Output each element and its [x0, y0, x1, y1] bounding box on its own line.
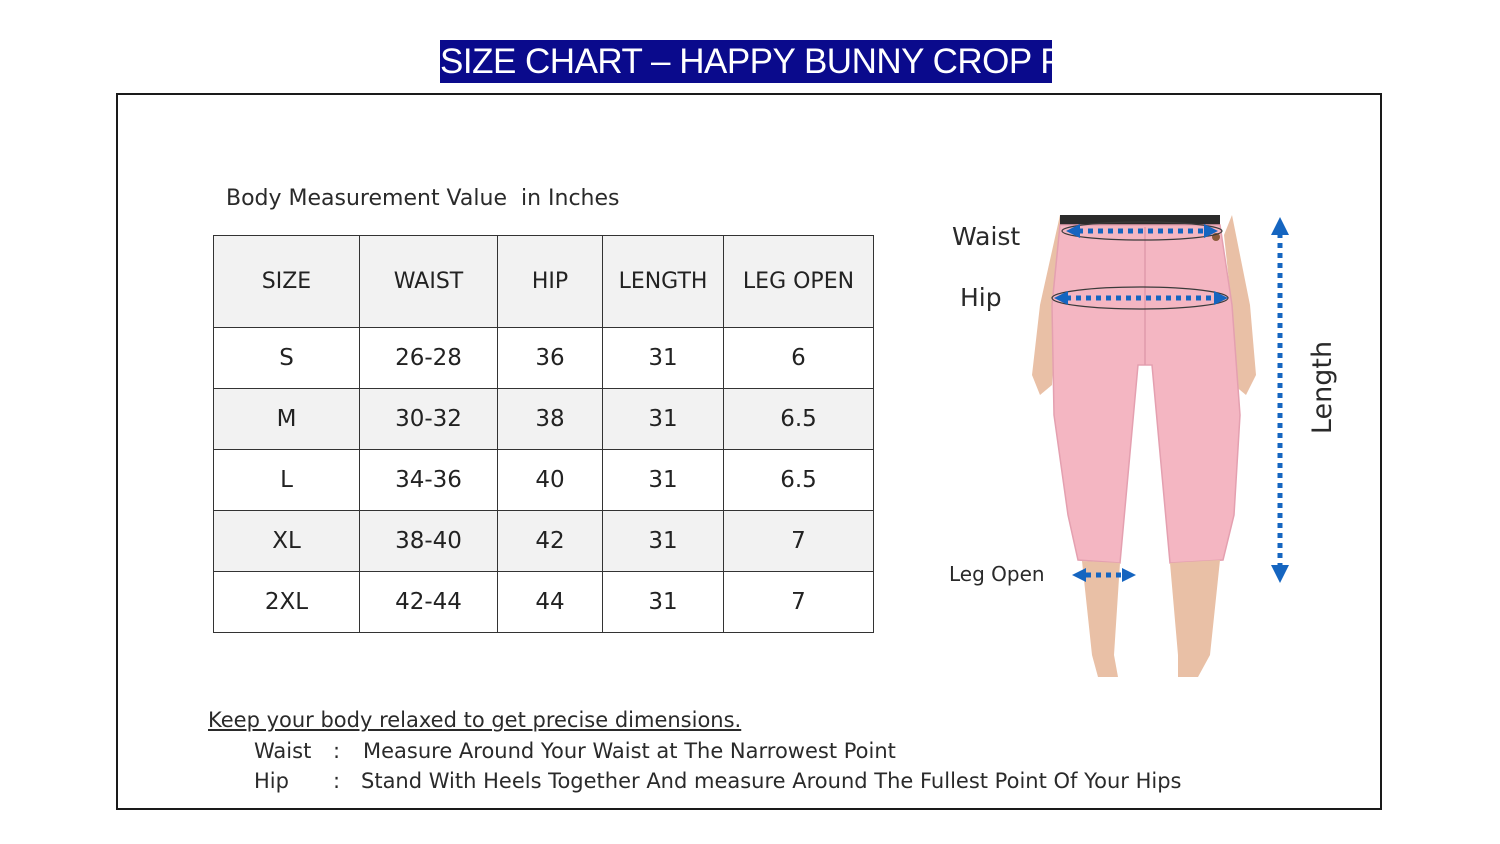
note-hip-label: Hip [254, 769, 289, 793]
header-leg-open: LEG OPEN [724, 236, 874, 328]
table-row [214, 511, 874, 572]
length-arrow [1266, 213, 1296, 588]
cell-length: 31 [603, 328, 724, 389]
cell-leg-open: 7 [724, 572, 874, 633]
cell-size: 2XL [214, 572, 360, 633]
left-leg-shape [1082, 561, 1120, 677]
note-waist-label: Waist [254, 739, 312, 763]
cell-hip: 38 [498, 389, 603, 450]
table-row [214, 389, 874, 450]
table-row [214, 572, 874, 633]
note-waist-text: Measure Around Your Waist at The Narrowest Point [363, 739, 896, 763]
note-waist-separator: : [333, 739, 341, 763]
length-label: Length [1307, 340, 1339, 435]
cell-size: XL [214, 511, 360, 572]
table-row [214, 328, 874, 389]
cell-leg-open: 6 [724, 328, 874, 389]
cell-waist: 34-36 [360, 450, 498, 511]
table-header-row [214, 236, 874, 328]
notes-heading: Keep your body relaxed to get precise dimensions. [208, 708, 742, 732]
cell-hip: 44 [498, 572, 603, 633]
cell-leg-open: 6.5 [724, 450, 874, 511]
cell-size: M [214, 389, 360, 450]
cell-waist: 42-44 [360, 572, 498, 633]
length-arrow-up-icon [1271, 217, 1289, 235]
hip-label: Hip [960, 283, 1002, 312]
leg-open-arrow-left-icon [1072, 568, 1086, 582]
note-hip-separator: : [333, 769, 341, 793]
cell-hip: 36 [498, 328, 603, 389]
cell-waist: 38-40 [360, 511, 498, 572]
right-leg-shape [1170, 560, 1220, 677]
cell-leg-open: 7 [724, 511, 874, 572]
table-row [214, 450, 874, 511]
cell-waist: 30-32 [360, 389, 498, 450]
crop-pant-illustration [1020, 215, 1270, 677]
cell-length: 31 [603, 572, 724, 633]
cell-hip: 42 [498, 511, 603, 572]
leg-open-arrow-right-icon [1122, 568, 1136, 582]
size-table [213, 235, 874, 633]
leg-open-label: Leg Open [949, 562, 1045, 586]
header-waist: WAIST [360, 236, 498, 328]
note-hip-text: Stand With Heels Together And measure Around The Fullest Point Of Your Hips [361, 769, 1182, 793]
header-hip: HIP [498, 236, 603, 328]
cell-hip: 40 [498, 450, 603, 511]
cell-waist: 26-28 [360, 328, 498, 389]
header-length: LENGTH [603, 236, 724, 328]
length-arrow-down-icon [1271, 565, 1289, 583]
cell-length: 31 [603, 511, 724, 572]
pant-shape [1052, 225, 1240, 563]
cell-size: S [214, 328, 360, 389]
page-title: SIZE CHART – HAPPY BUNNY CROP PANT [440, 42, 1130, 81]
cell-size: L [214, 450, 360, 511]
table-subtitle: Body Measurement Value in Inches [226, 186, 620, 211]
cell-leg-open: 6.5 [724, 389, 874, 450]
cell-length: 31 [603, 389, 724, 450]
waist-label: Waist [952, 222, 1021, 251]
header-size: SIZE [214, 236, 360, 328]
cell-length: 31 [603, 450, 724, 511]
